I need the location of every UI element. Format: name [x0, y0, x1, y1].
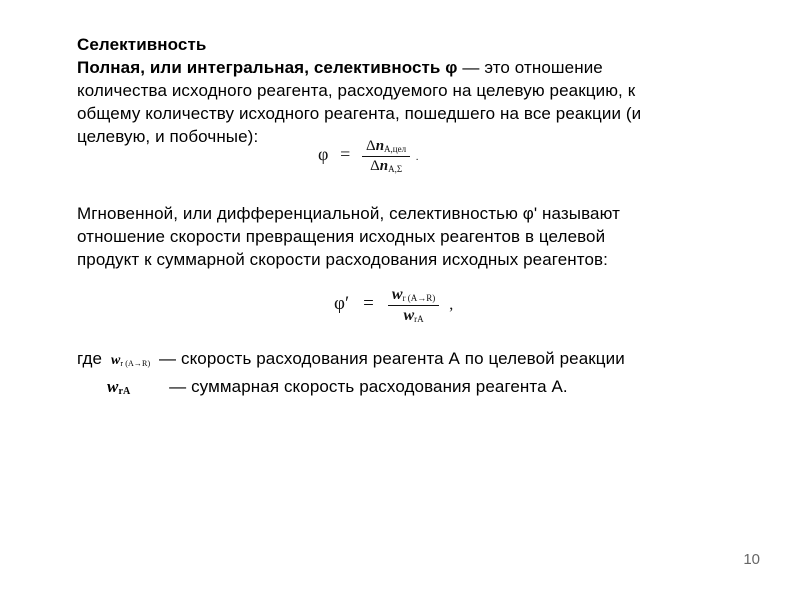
definition-1-w: w [110, 353, 121, 368]
formula1-num-n: n [375, 138, 385, 154]
integral-line-4: целевую, и побочные): [77, 127, 259, 146]
definitions-block [77, 347, 757, 403]
page-number: 10 [743, 551, 760, 568]
formula1-den-delta: Δ [370, 158, 380, 174]
formula1-numerator [362, 138, 410, 155]
differential-line-1: Мгновенной, или дифференциальной, селективностью φ' называют [77, 204, 620, 223]
where-label: где [77, 349, 103, 368]
definition-line-1 [77, 347, 757, 375]
definition-1-text: — скорость расходования реагента А по целевой реакции [159, 349, 625, 368]
definition-1-sub: r (A→R) [120, 359, 151, 368]
formula1-fraction-bar [362, 156, 410, 157]
formula1-den-sub: A,Σ [388, 164, 403, 174]
formula1-denominator [366, 158, 406, 175]
definition-2-sub: rA [118, 386, 131, 397]
formula2-fraction-bar [388, 305, 439, 306]
definition-line-2 [77, 375, 757, 403]
integral-selectivity-formula [318, 138, 418, 175]
formula1-equals: = [340, 143, 351, 164]
formula1-num-sub: A,цел [384, 144, 407, 154]
formula2-equals: = [363, 293, 374, 315]
formula1-trailing-dot: . [415, 151, 419, 163]
differential-selectivity-formula [334, 286, 453, 325]
differential-line-2: отношение скорости превращения исходных реагентов в целевой [77, 227, 606, 246]
formula2-numerator [388, 286, 439, 304]
formula2-den-sub: rA [414, 314, 424, 324]
integral-definition-term: Полная, или интегральная, селективность φ [77, 58, 458, 77]
integral-line-2: количества исходного реагента, расходуемого на целевую реакцию, к [77, 81, 636, 100]
formula1-fraction [362, 138, 410, 175]
formula2-den-w: w [403, 307, 415, 324]
formula1-lhs: φ [318, 143, 329, 164]
formula2-fraction [388, 286, 439, 325]
integral-paragraph [77, 33, 737, 148]
integral-line-1 [77, 56, 737, 79]
differential-line-3: продукт к суммарной скорости расходования исходных реагентов: [77, 250, 608, 269]
slide-title: Селективность [77, 35, 207, 54]
integral-line-3: общему количеству исходного реагента, пошедшего на все реакции (и [77, 104, 642, 123]
definition-2-text: — суммарная скорость расходования реагента А. [169, 377, 568, 396]
integral-definition-start: — это отношение [457, 58, 603, 77]
definition-2-symbol [107, 377, 130, 396]
formula2-denominator [399, 307, 427, 325]
definition-1-symbol [111, 349, 150, 368]
formula2-lhs: φ′ [334, 293, 350, 315]
formula2-num-w: w [391, 286, 403, 303]
formula2-trailing-comma: , [449, 296, 454, 314]
formula2-num-sub: r (A→R) [402, 293, 436, 303]
formula1-den-n: n [379, 158, 389, 174]
differential-paragraph [77, 202, 737, 271]
formula1-num-delta: Δ [366, 138, 376, 154]
definition-2-w: w [107, 377, 119, 396]
